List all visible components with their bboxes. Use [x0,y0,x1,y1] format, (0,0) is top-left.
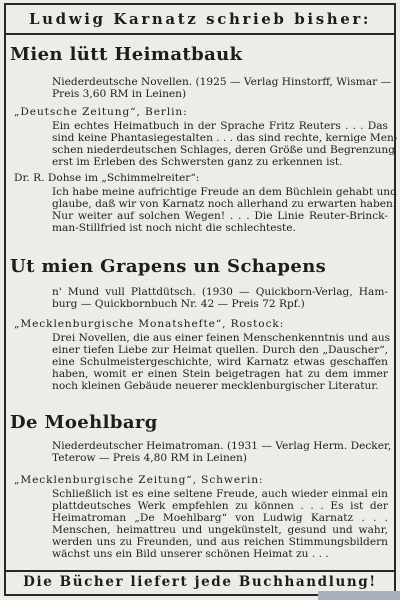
review-source: „Mecklenburgische Monatshefte“, Rostock: [14,318,285,330]
review-line: Nur weiter auf solchen Wegen! . . . Die Linie Reuter-Brinck- [52,210,388,222]
book-details-line: n' Mund vull Plattdütsch. (1930 — Quickborn-Verlag, Ham- [52,286,388,298]
page-title: Ludwig Karnatz schrieb bisher: [28,9,372,28]
review-line: wächst uns ein Bild unserer schönen Heimat zu . . . [52,548,329,560]
review-line: Menschen, heimattreu und ungekünstelt, gesund und wahr, [52,524,388,536]
header-divider [4,33,396,35]
review-line: plattdeutsches Werk empfehlen zu können . . . Es ist der [52,500,388,512]
review-source: „Deutsche Zeitung“, Berlin: [14,106,188,118]
book-details-line: Teterow — Preis 4,80 RM in Leinen) [52,452,247,464]
review-line: Drei Novellen, die aus einer feinen Menschenkenntnis und aus [52,332,391,344]
footer-divider [4,570,396,572]
review-line: Ein echtes Heimatbuch in der Sprache Fritz Reuters . . . Das [52,120,388,132]
review-line: Schließlich ist es eine seltene Freude, auch wieder einmal ein [52,488,388,500]
review-line: haben, womit er einen Stein beigetragen hat zu dem immer [52,368,388,380]
review-line: noch kleinen Gebäude neuerer mecklenburgischer Literatur. [52,380,379,392]
review-line: erst im Erleben des Schwersten ganz zu erkennen ist. [52,156,343,168]
book-title-grapens: Ut mien Grapens un Schapens [10,256,327,277]
review-line: sind keine Phantasiegestalten . . . das sind rechte, kernige Men- [52,132,398,144]
footer-slogan: Die Bücher liefert jede Buchhandlung! [23,574,377,590]
paper-stain [318,591,400,600]
book-details-line: Niederdeutsche Novellen. (1925 — Verlag Hinstorff, Wismar — [52,76,392,88]
review-line: einer tiefen Liebe zur Heimat quellen. Durch den „Dauscher“, [52,344,388,356]
book-details-line: Preis 3,60 RM in Leinen) [52,88,187,100]
review-line: man-Stillfried ist noch nicht die schlechteste. [52,222,296,234]
book-title-moehlbarg: De Moehlbarg [10,412,158,433]
book-details-line: burg — Quickbornbuch Nr. 42 — Preis 72 Rpf.) [52,298,305,310]
review-line: glaube, daß wir von Karnatz noch allerhand zu erwarten haben. [52,198,397,210]
review-source: Dr. R. Dohse im „Schimmelreiter“: [14,172,200,184]
review-line: Heimatroman „De Moehlbarg“ von Ludwig Karnatz . . . [52,512,388,524]
book-details-line: Niederdeutscher Heimatroman. (1931 — Verlag Herm. Decker, [52,440,392,452]
review-line: schen niederdeutschen Schlages, deren Größe und Begrenzung [52,144,395,156]
review-line: Ich habe meine aufrichtige Freude an dem Büchlein gehabt und [52,186,397,198]
book-title-heimatbauk: Mien lütt Heimatbauk [10,44,243,65]
review-line: eine Schulmeistergeschichte, wird Karnatz etwas geschaffen [52,356,388,368]
review-source: „Mecklenburgische Zeitung“, Schwerin: [14,474,264,486]
review-line: werden uns zu Freunden, und aus reichen Stimmungsbildern [52,536,388,548]
